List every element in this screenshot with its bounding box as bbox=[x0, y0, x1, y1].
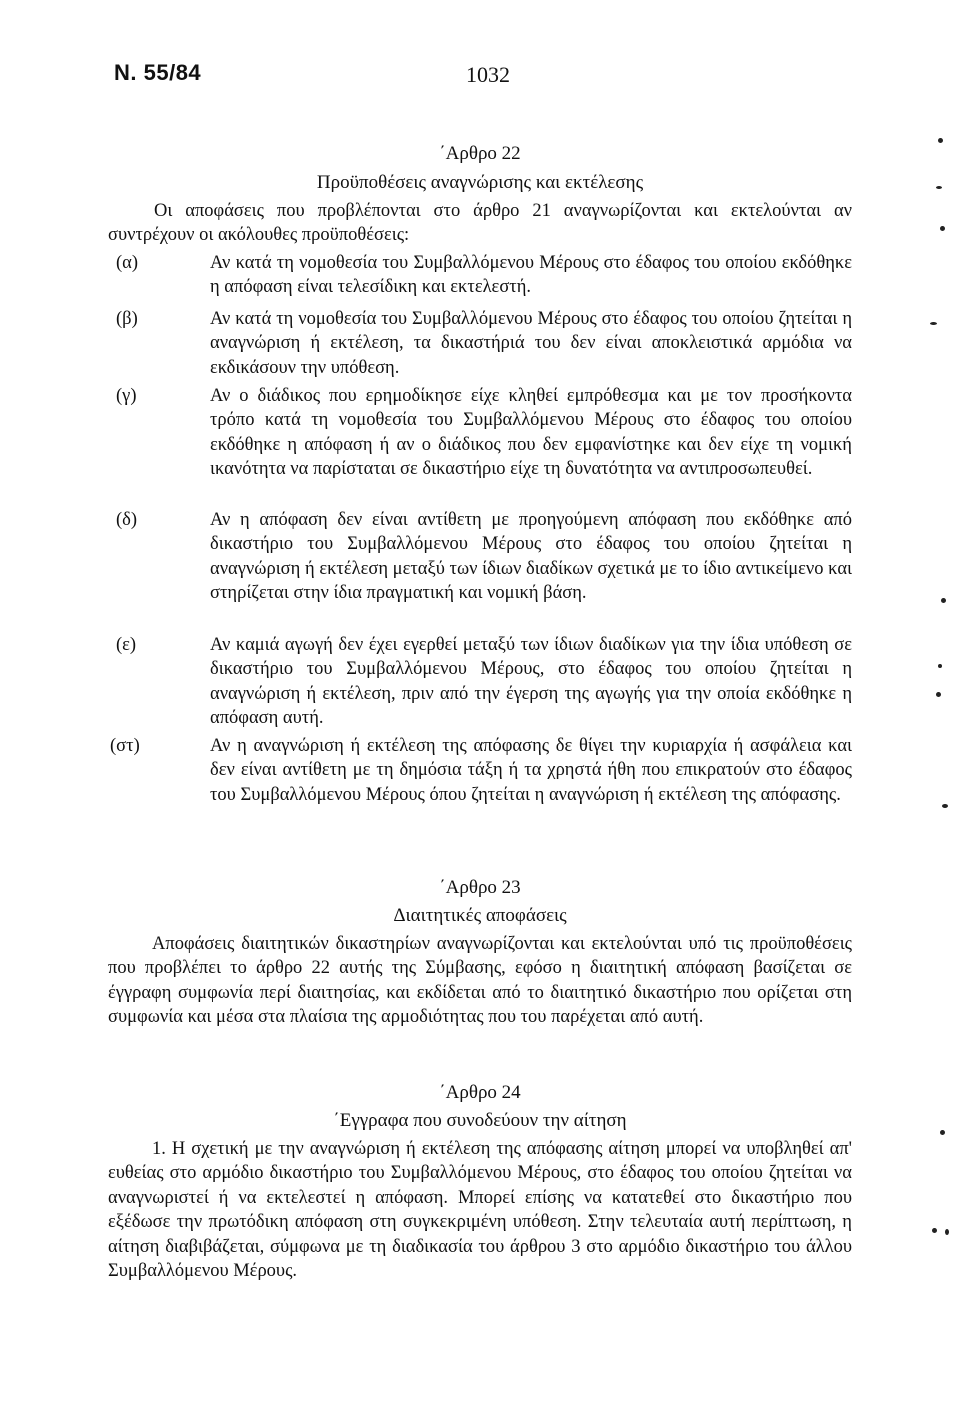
item-label: (ε) bbox=[116, 635, 137, 655]
item-text: Αν η αναγνώριση ή εκτέλεση της απόφασης δε θίγει την κυριαρχία ή ασφάλεια και δεν είναι αντίθετη με τη δημόσια τάξη ή τα χρηστά ήθη που επικρατούν στο έδαφος του Συμβαλλόμενου Μέρους όπου ζητείται η αναγνώριση ή εκτέλεση της απόφασης. bbox=[210, 736, 852, 805]
article-22-item-f bbox=[108, 734, 852, 832]
item-text: Αν καμιά αγωγή δεν έχει εγερθεί μεταξύ των ίδιων διαδίκων για την ίδια υπόθεση σε δικαστήριο του Συμβαλλόμενου Μέρους, στο έδαφος του οποίου ζητείται η αναγνώριση ή εκτέλεση, πριν από την έγερση της αγωγής για την οποία εκδόθηκε η απόφαση αυτή. bbox=[210, 635, 852, 729]
article-22-item-b bbox=[108, 307, 852, 381]
article-23-title: ΄Αρθρο 23 bbox=[439, 877, 521, 898]
scan-speck bbox=[932, 1228, 937, 1233]
scan-speck bbox=[936, 186, 942, 189]
item-label: (στ) bbox=[110, 736, 140, 756]
item-label: (γ) bbox=[116, 386, 137, 406]
article-22-intro: Οι αποφάσεις που προβλέπονται στο άρθρο 21 αναγνωρίζονται και εκτελούνται αν συντρέχουν οι ακόλουθες προϋποθέσεις: bbox=[108, 201, 852, 246]
article-22-title: ΄Αρθρο 22 bbox=[439, 143, 521, 164]
item-text: Αν κατά τη νομοθεσία του Συμβαλλόμενου Μέρους στο έδαφος του οποίου εκδόθηκε η απόφαση είναι τελεσίδικη και εκτελεστή. bbox=[210, 253, 852, 298]
scan-speck bbox=[936, 692, 941, 697]
article-22-heading: Προϋποθέσεις αναγνώρισης και εκτέλεσης bbox=[316, 172, 644, 193]
page-header bbox=[114, 60, 834, 96]
article-22-item-c bbox=[108, 384, 852, 506]
scan-speck bbox=[938, 664, 942, 668]
article-24-paragraph-1: 1. Η σχετική με την αναγνώριση ή εκτέλεση της απόφασης αίτηση μπορεί να υποβληθεί απ' ευθείας στο αρμόδιο δικαστήριο του Συμβαλλόμενου Μέρους, στο έδαφος του οποίου ζητείται να αναγνωριστεί ή να εκτελεστεί η απόφαση. Μπορεί επίσης να κατατεθεί στο δικαστήριο που εξέδωσε την πρωτόδικη απόφαση στη συγκεκριμένη υπόθεση. Στην τελευταία αυτή περίπτωση, η αίτηση διαβιβάζεται, σύμφωνα με τη διαδικασία του άρθρου 3 στο αρμόδιο δικαστήριο του άλλου Συμβαλλόμενου Μέρους. bbox=[108, 1139, 852, 1282]
scan-speck bbox=[945, 1229, 949, 1235]
scan-speck bbox=[930, 322, 937, 325]
item-label: (α) bbox=[116, 253, 139, 273]
item-label: (δ) bbox=[116, 510, 138, 530]
scan-speck bbox=[938, 138, 943, 143]
article-23-heading: Διαιτητικές αποφάσεις bbox=[393, 905, 567, 926]
article-22-item-d bbox=[108, 508, 852, 630]
item-text: Αν ο διάδικος που ερημοδίκησε είχε κληθεί εμπρόθεσμα και με τον προσήκοντα τρόπο κατά τη νομοθεσία του Συμβαλλόμενου Μέρους στο έδαφος του οποίου εκδόθηκε η απόφαση ή αν ο διάδικος που δεν εμφανίστηκε και δεν είχε τη νομική ικανότητα να παρίσταται σε δικαστήριο είχε τη δυνατότητα να αντιπροσωπευθεί. bbox=[210, 386, 852, 480]
article-22-item-e bbox=[108, 633, 852, 731]
page-number: 1032 bbox=[466, 62, 510, 87]
item-text: Αν η απόφαση δεν είναι αντίθετη με προηγούμενη απόφαση που εκδόθηκε από δικαστήριο του Συμβαλλόμενου Μέρους στο έδαφος του οποίου ζητείται η αναγνώριση ή εκτέλεση μεταξύ των ίδιων διαδίκων σχετικά με το ίδιο αντικείμενο και στηρίζεται στην ίδια πραγματική και νομική βάση. bbox=[210, 510, 852, 604]
law-number: N. 55/84 bbox=[114, 60, 202, 85]
scan-speck bbox=[941, 598, 946, 603]
scan-speck bbox=[942, 804, 948, 808]
scan-speck bbox=[940, 226, 945, 231]
article-24-heading: ΄Εγγραφα που συνοδεύουν την αίτηση bbox=[333, 1110, 627, 1131]
item-label: (β) bbox=[116, 309, 138, 329]
article-22-item-a bbox=[108, 251, 852, 301]
article-24-title: ΄Αρθρο 24 bbox=[439, 1082, 521, 1103]
scan-speck bbox=[940, 1130, 945, 1135]
item-text: Αν κατά τη νομοθεσία του Συμβαλλόμενου Μέρους στο έδαφος του οποίου ζητείται η αναγνώριση ή εκτέλεση, τα δικαστήριά του δεν είναι αποκλειστικά αρμόδια να εκδικάσουν την υπόθεση. bbox=[210, 309, 852, 378]
article-23-body: Αποφάσεις διαιτητικών δικαστηρίων αναγνωρίζονται και εκτελούνται υπό τις προϋποθέσεις που προβλέπει το άρθρο 22 αυτής της Σύμβασης, εφόσο η διαιτητική απόφαση βασίζεται σε έγγραφη συμφωνία περί διαιτησίας, και εκδίδεται από το διαιτητικό δικαστήριο που ορίζεται στη συμφωνία και μέσα στα πλαίσια της αρμοδιότητας που του παρέχεται από αυτή. bbox=[108, 934, 852, 1028]
